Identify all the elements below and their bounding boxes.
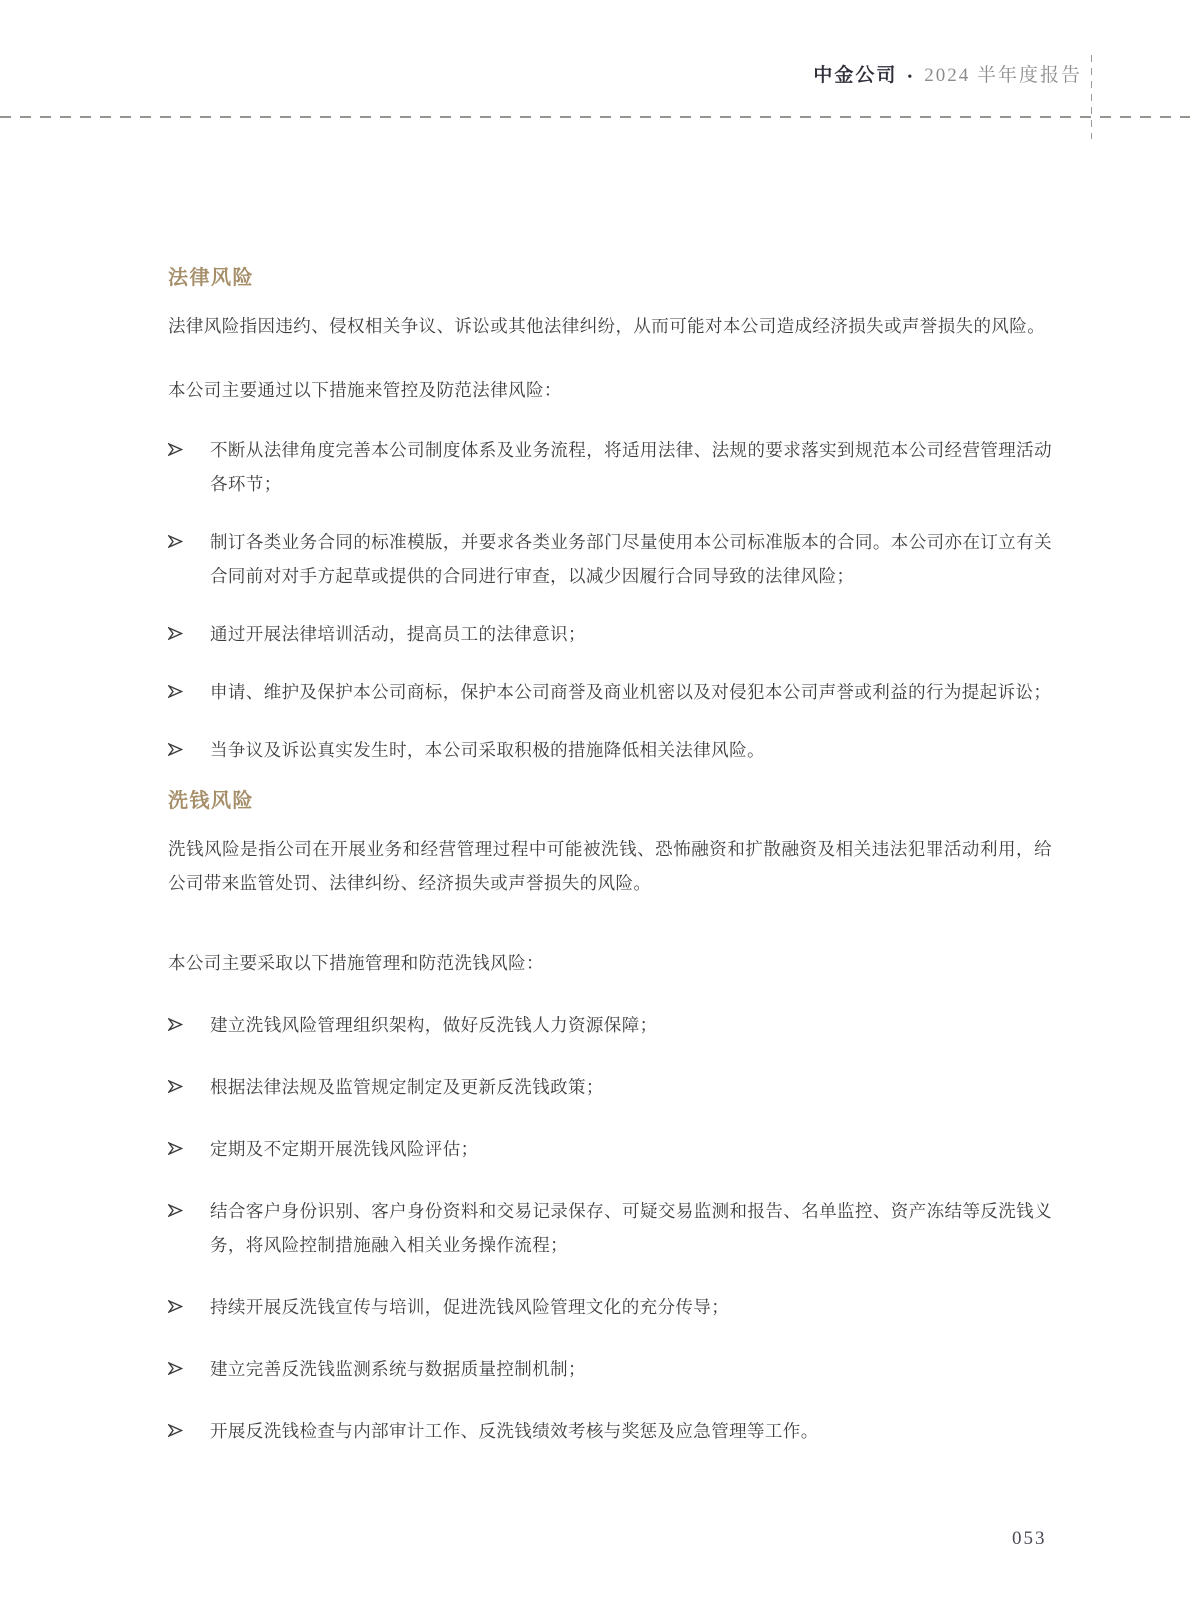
arrow-bullet-icon: [168, 675, 210, 698]
list-item: [168, 1352, 1052, 1386]
page-number: 053: [1012, 1528, 1047, 1549]
arrow-bullet-icon: [168, 733, 210, 756]
arrow-bullet-icon: [168, 1352, 210, 1375]
list-item: [168, 525, 1052, 593]
bullet-text: 建立完善反洗钱监测系统与数据质量控制机制；: [210, 1359, 586, 1379]
bullet-list-money-laundering-risk: [168, 1008, 1052, 1448]
list-item: [168, 1194, 1052, 1262]
arrow-bullet-icon: [168, 525, 210, 548]
section-heading-legal-risk: 法律风险: [168, 267, 254, 289]
paragraph: 本公司主要通过以下措施来管控及防范法律风险：: [168, 380, 562, 400]
arrow-bullet-icon: [168, 617, 210, 640]
bullet-text: 持续开展反洗钱宣传与培训，促进洗钱风险管理文化的充分传导；: [210, 1297, 730, 1317]
list-item: [168, 1414, 1052, 1448]
list-item: [168, 1008, 1052, 1042]
arrow-bullet-icon: [168, 1194, 210, 1217]
list-item: [168, 675, 1052, 709]
paragraph: 洗钱风险是指公司在开展业务和经营管理过程中可能被洗钱、恐怖融资和扩散融资及相关违法犯罪活动利用，给公司带来监管处罚、法律纠纷、经济损失或声誉损失的风险。: [168, 839, 1052, 893]
header-vertical-dashed-line: [1091, 55, 1092, 139]
bullet-list-legal-risk: [168, 433, 1052, 767]
list-item: [168, 1132, 1052, 1166]
bullet-text: 建立洗钱风险管理组织架构，做好反洗钱人力资源保障；: [210, 1015, 658, 1035]
list-item: [168, 1290, 1052, 1324]
bullet-text: 不断从法律角度完善本公司制度体系及业务流程，将适用法律、法规的要求落实到规范本公司经营管理活动各环节；: [210, 440, 1052, 494]
bullet-text: 制订各类业务合同的标准模版，并要求各类业务部门尽量使用本公司标准版本的合同。本公司亦在订立有关合同前对对手方起草或提供的合同进行审查，以减少因履行合同导致的法律风险；: [210, 532, 1052, 586]
list-item: [168, 1070, 1052, 1104]
section-heading-money-laundering-risk: 洗钱风险: [168, 790, 254, 812]
arrow-bullet-icon: [168, 1008, 210, 1031]
arrow-bullet-icon: [168, 433, 210, 456]
bullet-separator-icon: •: [907, 70, 915, 85]
arrow-bullet-icon: [168, 1290, 210, 1313]
report-title: 2024 半年度报告: [924, 65, 1082, 86]
bullet-text: 申请、维护及保护本公司商标，保护本公司商誉及商业机密以及对侵犯本公司声誉或利益的行为提起诉讼；: [210, 682, 1052, 702]
list-item: [168, 433, 1052, 501]
bullet-text: 定期及不定期开展洗钱风险评估；: [210, 1139, 479, 1159]
arrow-bullet-icon: [168, 1070, 210, 1093]
page-content: [168, 264, 1052, 1448]
company-name: 中金公司: [813, 65, 898, 86]
bullet-text: 结合客户身份识别、客户身份资料和交易记录保存、可疑交易监测和报告、名单监控、资产冻结等反洗钱义务，将风险控制措施融入相关业务操作流程；: [210, 1201, 1052, 1255]
list-item: [168, 617, 1052, 651]
bullet-text: 开展反洗钱检查与内部审计工作、反洗钱绩效考核与奖惩及应急管理等工作。: [210, 1421, 819, 1441]
arrow-bullet-icon: [168, 1132, 210, 1155]
list-item: [168, 733, 1052, 767]
bullet-text: 根据法律法规及监管规定制定及更新反洗钱政策；: [210, 1077, 604, 1097]
header-horizontal-dashed-line: [0, 116, 1190, 118]
arrow-bullet-icon: [168, 1414, 210, 1437]
paragraph: 法律风险指因违约、侵权相关争议、诉讼或其他法律纠纷，从而可能对本公司造成经济损失或声誉损失的风险。: [168, 316, 1046, 336]
bullet-text: 通过开展法律培训活动，提高员工的法律意识；: [210, 624, 586, 644]
bullet-text: 当争议及诉讼真实发生时，本公司采取积极的措施降低相关法律风险。: [210, 740, 765, 760]
paragraph: 本公司主要采取以下措施管理和防范洗钱风险：: [168, 953, 544, 973]
page-header: [813, 60, 1082, 87]
